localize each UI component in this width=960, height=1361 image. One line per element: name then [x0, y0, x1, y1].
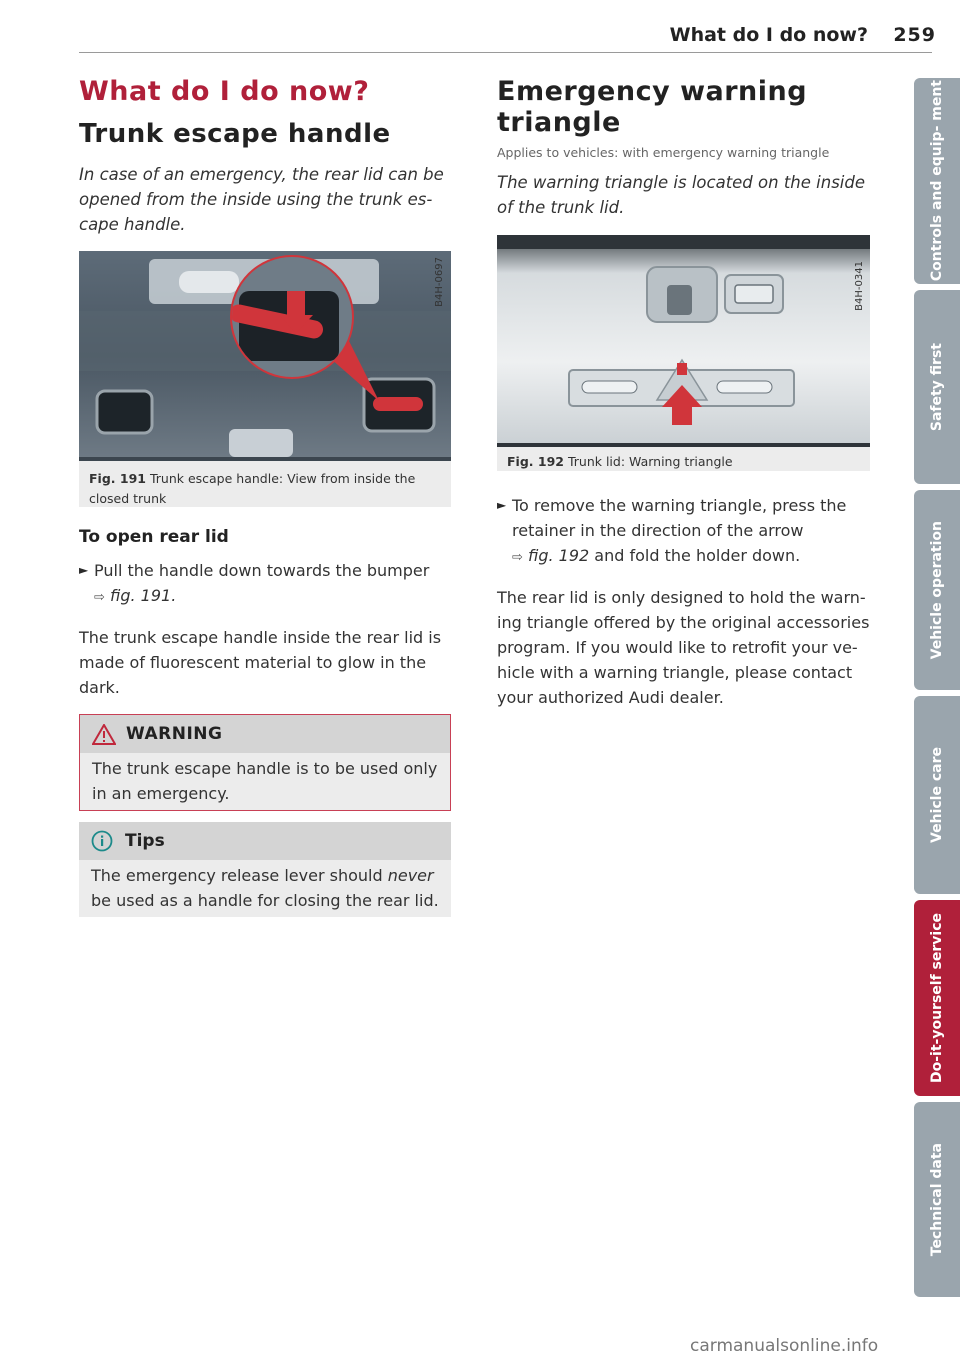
- tab-label: Controls and equip- ment: [929, 80, 945, 282]
- page-number: 259: [893, 24, 936, 46]
- footer-watermark: carmanualsonline.info: [690, 1336, 879, 1356]
- tips-emphasis: never: [387, 866, 434, 885]
- figure-link[interactable]: fig. 191.: [110, 586, 177, 605]
- tab-technical-data[interactable]: [914, 1102, 960, 1297]
- trunk-escape-illustration: [79, 251, 451, 461]
- paragraph-line: hicle with a warning triangle, please contact: [497, 663, 853, 682]
- figure-label: Fig. 191: [89, 471, 146, 486]
- section-title: What do I do now?: [79, 76, 370, 107]
- subheading-open-rear-lid: To open rear lid: [79, 527, 229, 547]
- paragraph-line: The rear lid is only designed to hold the warn-: [497, 588, 866, 607]
- tab-label: Technical data: [929, 1142, 945, 1257]
- warning-line: The trunk escape handle is to be used only: [92, 759, 438, 778]
- running-title: What do I do now?: [669, 24, 868, 46]
- xref-arrow-icon: ⇨: [512, 550, 523, 565]
- step-remove-triangle: [497, 493, 872, 570]
- step-ref: [512, 543, 846, 570]
- figure-link[interactable]: fig. 192: [528, 546, 590, 565]
- retrofit-paragraph: [497, 585, 872, 710]
- paragraph-line: made of fluorescent material to glow in the: [79, 653, 427, 672]
- figure-192: [497, 235, 870, 471]
- tab-label: Safety first: [929, 342, 945, 432]
- step-text: Pull the handle down towards the bumper: [94, 561, 430, 580]
- paragraph-line: The trunk escape handle inside the rear lid is: [79, 628, 442, 647]
- trunk-lid-illustration: [497, 235, 870, 447]
- tab-vehicle-care[interactable]: [914, 696, 960, 894]
- tips-text: The emergency release lever should: [91, 866, 388, 885]
- caption-line2: closed trunk: [89, 491, 167, 506]
- fluorescent-paragraph: [79, 625, 451, 700]
- open-rear-lid-section: [79, 527, 451, 700]
- tab-vehicle-operation[interactable]: [914, 490, 960, 690]
- step-tail: and fold the holder down.: [594, 546, 801, 565]
- tab-controls-and-equipment[interactable]: [914, 78, 960, 284]
- figure-191: [79, 251, 451, 507]
- remove-triangle-section: [497, 493, 872, 710]
- warning-triangle-title: [497, 76, 872, 138]
- warning-box: [79, 714, 451, 811]
- paragraph-line: dark.: [79, 678, 120, 697]
- warning-body: [80, 753, 450, 810]
- tips-line2: be used as a handle for closing the rear lid.: [91, 891, 439, 910]
- tab-label: Vehicle care: [929, 747, 945, 843]
- info-icon: [91, 830, 113, 852]
- step-line: retainer in the direction of the arrow: [512, 521, 804, 540]
- header-rule: [79, 52, 932, 53]
- paragraph-line: ing triangle offered by the original accessories: [497, 613, 870, 632]
- applies-to: Applies to vehicles: with emergency warning triangle: [497, 145, 830, 160]
- left-column: [79, 76, 451, 237]
- figure-label: Fig. 192: [507, 454, 564, 469]
- tab-label: Do-it-yourself service: [929, 912, 945, 1083]
- step-pull-handle: [79, 558, 451, 610]
- caption-line1: Trunk escape handle: View from inside the: [149, 471, 416, 486]
- bullet-icon: ►: [79, 563, 89, 577]
- intro-line: The warning triangle is located on the inside: [497, 173, 865, 192]
- tips-title: Tips: [125, 831, 165, 851]
- figure-id-code: B4H-0697: [434, 257, 445, 307]
- tab-safety-first[interactable]: [914, 290, 960, 484]
- figure-id-code: B4H-0341: [854, 261, 865, 311]
- warning-triangle-icon: [92, 724, 116, 745]
- triangle-intro: [497, 170, 872, 220]
- warning-title: WARNING: [126, 724, 223, 744]
- trunk-escape-title: Trunk escape handle: [79, 119, 391, 149]
- paragraph-line: program. If you would like to retrofit your ve-: [497, 638, 858, 657]
- warning-header: [80, 715, 450, 753]
- figure-192-caption: [497, 452, 870, 472]
- trunk-escape-intro: In case of an emergency, the rear lid can be opened from the inside using the trunk es- cape handle.: [79, 165, 444, 234]
- tab-do-it-yourself-service[interactable]: [914, 900, 960, 1096]
- right-column: [497, 76, 872, 220]
- title-line2: triangle: [497, 107, 621, 138]
- title-line1: Emergency warning: [497, 76, 808, 107]
- step-line: To remove the warning triangle, press the: [512, 496, 847, 515]
- warning-line: in an emergency.: [92, 784, 230, 803]
- xref-arrow-icon: ⇨: [94, 590, 105, 605]
- figure-191-caption: [79, 469, 451, 509]
- tips-line1: [91, 863, 439, 888]
- intro-line: of the trunk lid.: [497, 198, 625, 217]
- bullet-icon: ►: [497, 498, 507, 512]
- tips-header: [79, 822, 451, 860]
- paragraph-line: your authorized Audi dealer.: [497, 688, 724, 707]
- tips-body: [79, 860, 451, 917]
- tab-label: Vehicle operation: [929, 520, 945, 660]
- step-ref: [94, 583, 429, 610]
- caption-text: Trunk lid: Warning triangle: [567, 454, 733, 469]
- tips-box: [79, 822, 451, 917]
